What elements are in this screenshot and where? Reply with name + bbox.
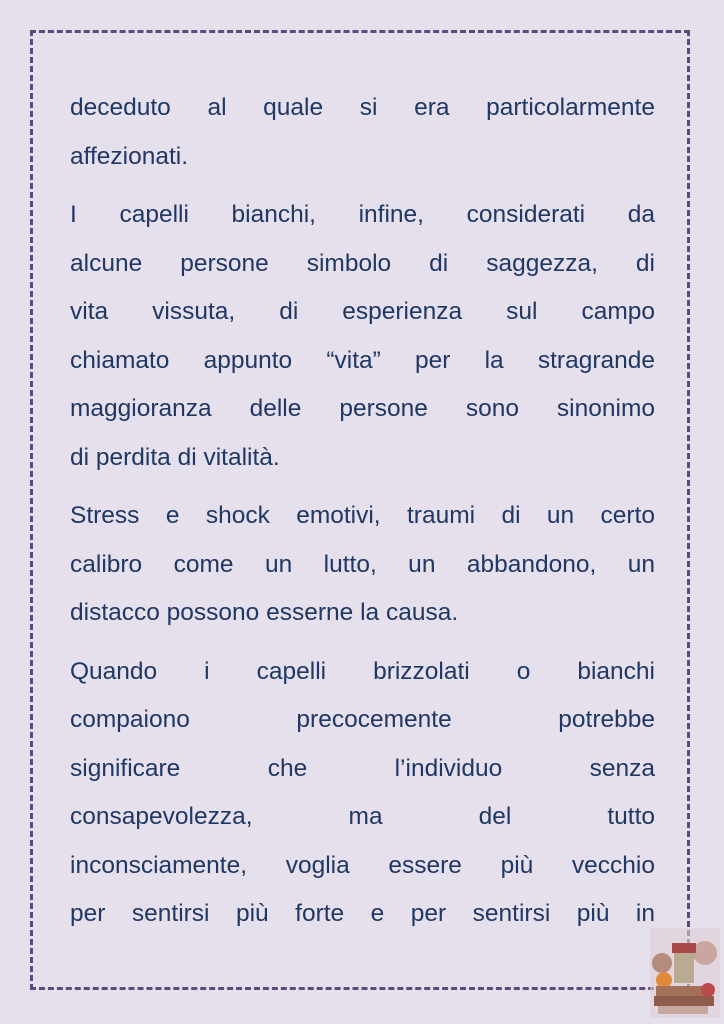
text-line: maggioranza delle persone sono sinonimo [70, 395, 655, 422]
text-line: alcune persone simbolo di saggezza, di [70, 249, 655, 277]
document-body [70, 86, 655, 951]
text-line: di perdita di vitalità. [70, 443, 280, 471]
text-line: deceduto al quale si era particolarmente [70, 94, 655, 121]
paragraph [70, 650, 655, 941]
text-line: chiamato appunto “vita” per la stragrande [70, 346, 655, 374]
paragraph [70, 86, 655, 183]
text-line: affezionati. [70, 142, 189, 170]
text-line: inconsciamente, voglia essere più vecchio [70, 851, 655, 879]
text-line: compaiono precocemente potrebbe [70, 706, 655, 733]
paragraph [70, 193, 655, 484]
still-life-books-candle-image [650, 928, 720, 1018]
paragraph [70, 494, 655, 640]
text-line: distacco possono esserne la causa. [70, 599, 459, 626]
text-line: significare che l’individuo senza [70, 754, 655, 782]
text-line: Quando i capelli brizzolati o bianchi [70, 657, 655, 685]
text-line: consapevolezza, ma del tutto [70, 803, 655, 830]
text-line: vita vissuta, di esperienza sul campo [70, 298, 655, 325]
text-line: Stress e shock emotivi, traumi di un certo [70, 502, 655, 529]
text-line: I capelli bianchi, infine, considerati da [70, 201, 655, 228]
text-line: per sentirsi più forte e per sentirsi più in [70, 900, 655, 927]
text-line: calibro come un lutto, un abbandono, un [70, 550, 655, 578]
